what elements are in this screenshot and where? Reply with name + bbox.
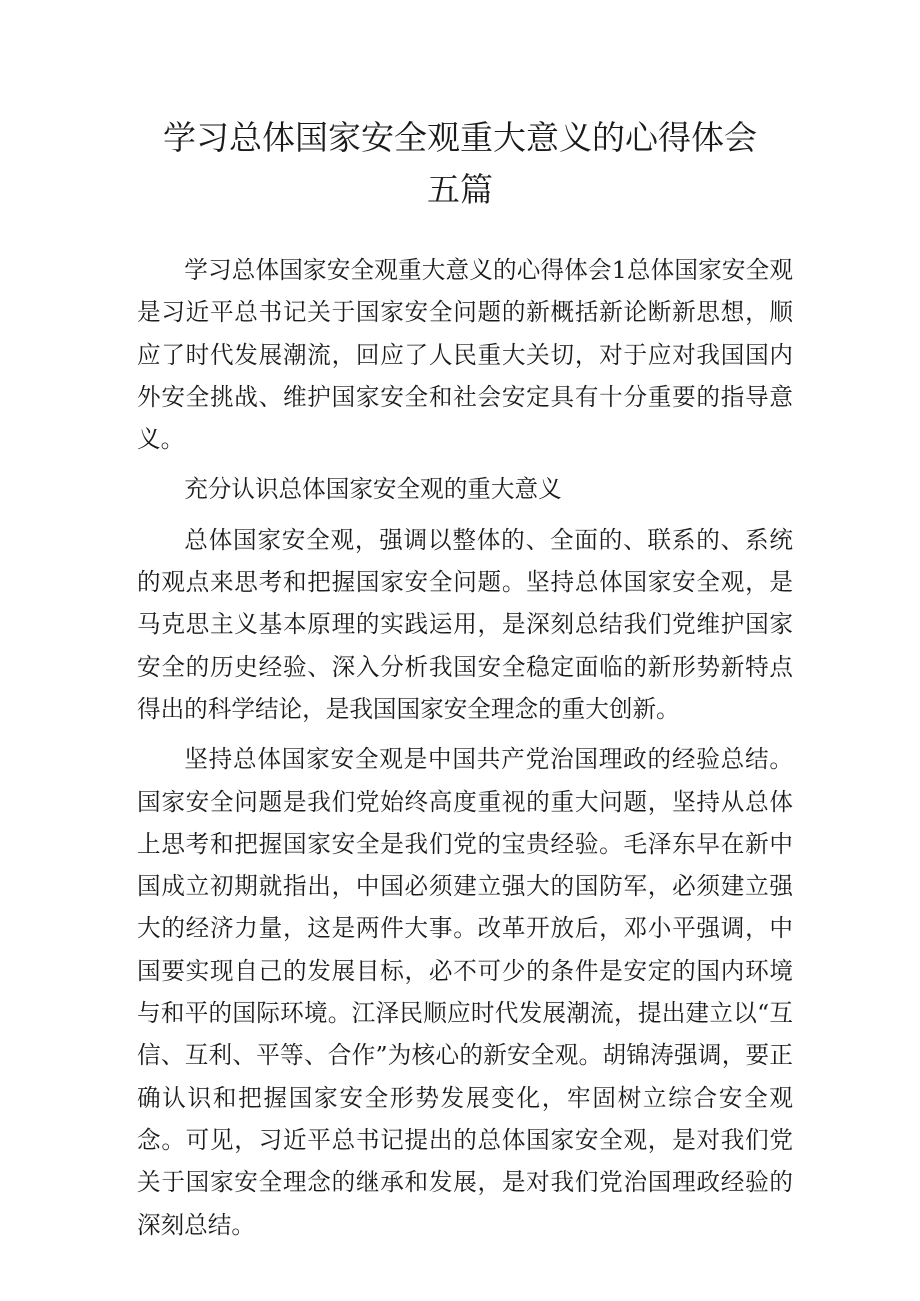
paragraph-history: 坚持总体国家安全观是中国共产党治国理政的经验总结。国家安全问题是我们党始终高度重视的重大问题，坚持从总体上思考和把握国家安全是我们党的宝贵经验。毛泽东早在新中国成立初期就指出，中国必须建立强大的国防军，必须建立强大的经济力量，这是两件大事。改革开放后，邓小平强调，中国要实现自己的发展目标，必不可少的条件是安定的国内环境与和平的国际环境。江泽民顺应时代发展潮流，提出建立以“互信、互利、平等、合作”为核心的新安全观。胡锦涛强调，要正确认识和把握国家安全形势发展变化，牢固树立综合安全观念。可见，习近平总书记提出的总体国家安全观，是对我们党关于国家安全理念的继承和发展，是对我们党治国理政经验的深刻总结。 <box>137 745 793 1239</box>
title-line-1: 学习总体国家安全观重大意义的心得体会 <box>163 118 757 157</box>
document-title <box>0 112 920 216</box>
paragraph-section-heading: 充分认识总体国家安全观的重大意义 <box>184 475 562 504</box>
document-body <box>137 249 793 1246</box>
title-line-2: 五篇 <box>427 170 493 209</box>
paragraph-intro: 学习总体国家安全观重大意义的心得体会1总体国家安全观是习近平总书记关于国家安全问题的新概括新论断新思想，顺应了时代发展潮流，回应了人民重大关切，对于应对我国国内外安全挑战、维护国家安全和社会安定具有十分重要的指导意义。 <box>137 256 793 454</box>
paragraph-overview: 总体国家安全观，强调以整体的、全面的、联系的、系统的观点来思考和把握国家安全问题。坚持总体国家安全观，是马克思主义基本原理的实践运用，是深刻总结我们党维护国家安全的历史经验、深入分析我国安全稳定面临的新形势新特点得出的科学结论，是我国国家安全理念的重大创新。 <box>137 525 793 723</box>
